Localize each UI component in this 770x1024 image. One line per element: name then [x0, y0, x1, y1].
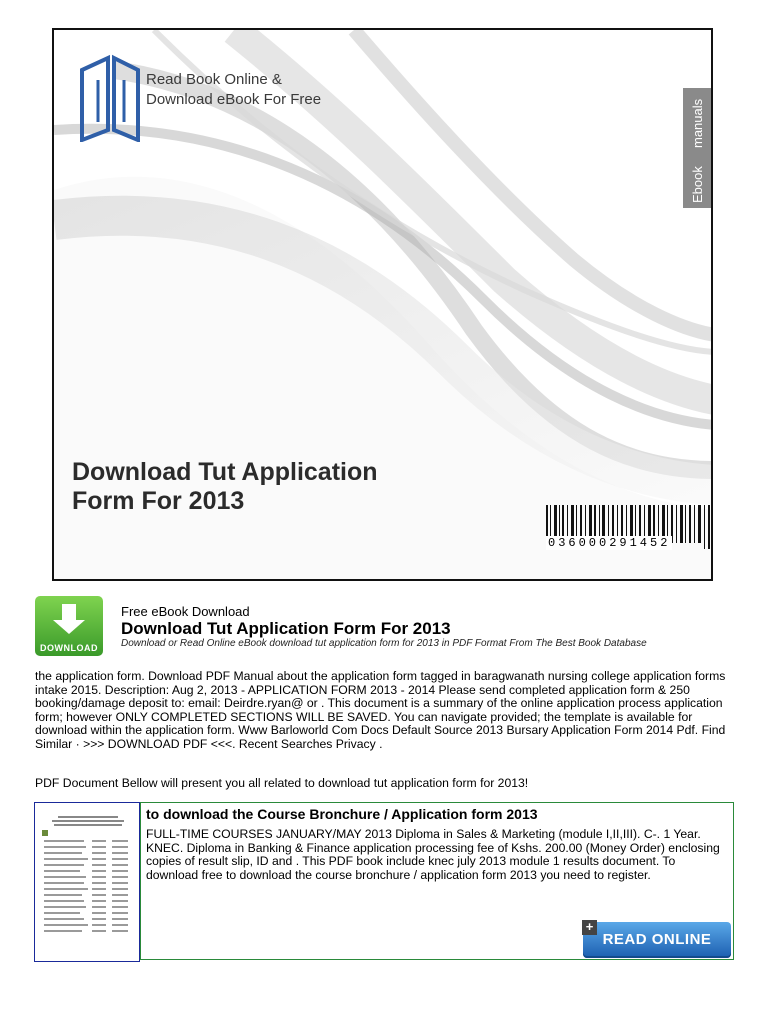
brand-tagline	[146, 70, 321, 110]
barcode-number: 036000291452	[548, 536, 671, 550]
ebook-cover	[52, 28, 713, 581]
header-subtitle: Download or Read Online eBook download tut application form for 2013 in PDF Format From The Best Book Database	[121, 638, 647, 649]
barcode-graphic	[544, 505, 713, 560]
arrow-down-icon	[35, 596, 103, 642]
brand-line-1: Read Book Online &	[146, 71, 282, 88]
cover-title	[72, 458, 472, 516]
header-small: Free eBook Download	[121, 604, 250, 619]
cover-title-line-2: Form For 2013	[72, 487, 245, 515]
side-tab-manuals: manuals	[690, 98, 705, 148]
read-online-button[interactable]: READ ONLINE	[583, 922, 731, 958]
download-icon[interactable]	[35, 596, 103, 656]
description-paragraph: the application form. Download PDF Manual about the application form tagged in baragwanath nursing college application forms intake 2015. Description: Aug 2, 2013 - APPLICATION FORM 2013 - 2014 Please send completed application form & 250 booking/damage deposit to: email: Deirdre.ryan@ or . This document is a summary of the online application process application form; however ONLY COMPLETED SECTIONS WILL BE SAVED. You can navigate provided; the template is available for download within the application form. Www Barloworld Com Docs Default Source 2013 Bursary Application Form 2014 Pdf. Find Similar · >>> DOWNLOAD PDF <<<. Recent Searches Privacy .	[35, 669, 726, 751]
cover-title-line-1: Download Tut Application	[72, 458, 378, 486]
related-intro: PDF Document Bellow will present you all related to download tut application form for 2013!	[35, 776, 529, 790]
download-icon-label: DOWNLOAD	[40, 643, 98, 653]
document-thumbnail	[40, 808, 134, 954]
result-description: FULL-TIME COURSES JANUARY/MAY 2013 Diploma in Sales & Marketing (module I,II,III). C-. 1 Year. KNEC. Diploma in Banking & Finance application processing fee of Kshs. 200.00 (Money Order) enclosing copies of result slip, ID and . This PDF book include knec july 2013 module 1 results document. To download free to download the course bronchure / application form 2013 you need to register.	[146, 827, 720, 882]
brand-line-2: Download eBook For Free	[146, 91, 322, 108]
result-title[interactable]: to download the Course Bronchure / Application form 2013	[146, 806, 538, 822]
plus-icon: +	[582, 920, 597, 935]
header-title: Download Tut Application Form For 2013	[121, 619, 451, 638]
side-tab-ebook: Ebook	[690, 166, 705, 203]
side-tab	[683, 88, 711, 208]
